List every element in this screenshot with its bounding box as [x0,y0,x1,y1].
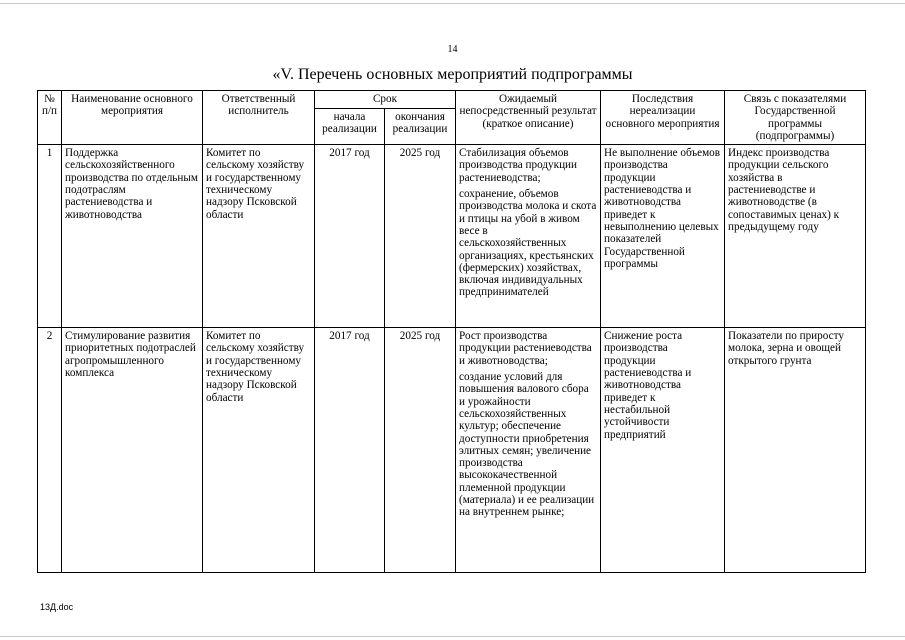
table-row [38,328,866,573]
row-result-part: Стабилизация объемов производства продукции растениеводства; [459,147,578,184]
row-result [456,328,601,573]
header-term: Срок [315,91,456,109]
row-name: Стимулирование развития приоритетных подотраслей агропромышленного комплекса [62,328,203,573]
header-term-end: окончания реализации [385,108,456,144]
row-executor: Комитет по сельскому хозяйству и государственному техническому надзору Псковской области [203,145,315,328]
activities-table [37,90,866,573]
header-name: Наименование основного мероприятия [62,91,203,145]
row-start: 2017 год [315,145,385,328]
document-filename: 13Д.doc [40,602,74,612]
row-executor: Комитет по сельскому хозяйству и государственному техническому надзору Псковской области [203,328,315,573]
section-title: «V. Перечень основных мероприятий подпрограммы [272,66,633,83]
row-link: Индекс производства продукции сельского хозяйства в растениеводстве и животноводстве (в сопоставимых ценах) к предыдущему году [725,145,866,328]
row-start: 2017 год [315,328,385,573]
row-result-part: сохранение, объемов производства молока и скота и птицы на убой в живом весе в сельскохозяйственных организациях, крестьянских (фермерских) хозяйствах, включая индивидуальных предпринимателей [459,188,597,299]
table-row [38,145,866,328]
row-num: 1 [38,145,62,328]
header-num: № п/п [38,91,62,145]
scan-edge-top [0,3,905,4]
header-result: Ожидаемый непосредственный результат (краткое описание) [456,91,601,145]
row-num: 2 [38,328,62,573]
row-consequences: Снижение роста производства продукции растениеводства и животноводства приведет к нестабильной устойчивости предприятий [601,328,725,573]
scan-edge-bottom [0,636,905,637]
header-consequences: Последствия нереализации основного мероприятия [601,91,725,145]
row-result-part: Рост производства продукции растениеводства и животноводства; [459,330,592,367]
row-end: 2025 год [385,328,456,573]
header-link: Связь с показателями Государственной программы (подпрограммы) [725,91,866,145]
header-executor: Ответственный исполнитель [203,91,315,145]
row-name: Поддержка сельскохозяйственного производства по отдельным подотраслям растениеводства и животноводства [62,145,203,328]
row-end: 2025 год [385,145,456,328]
page-number: 14 [447,44,458,55]
row-result-part: создание условий для повышения валового сбора и урожайности сельскохозяйственных культур; обеспечение доступности приобретения элитных семян; увеличение производства высококачественной племенной продукции (материала) и ее реализации на внутреннем рынке; [459,371,595,519]
row-consequences: Не выполнение объемов производства продукции растениеводства и животноводства приведет к невыполнению целевых показателей Государственной программы [601,145,725,328]
header-term-start: начала реализации [315,108,385,144]
row-link: Показатели по приросту молока, зерна и овощей открытого грунта [725,328,866,573]
row-result [456,145,601,328]
